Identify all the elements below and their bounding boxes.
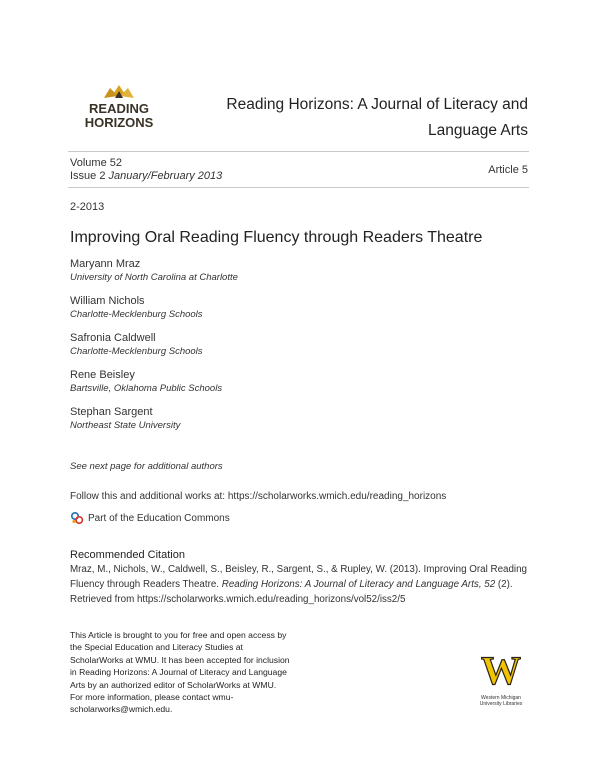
- wmu-w-logo-icon: [478, 650, 524, 690]
- author-name: William Nichols: [70, 295, 145, 307]
- logo-line2: HORIZONS: [84, 115, 154, 130]
- divider-bottom: [68, 187, 529, 188]
- journal-title-line1: Reading Horizons: A Journal of Literacy and: [226, 96, 528, 113]
- logo-line1: READING: [89, 101, 149, 116]
- citation-journal: Reading Horizons: A Journal of Literacy and Language Arts, 52: [221, 579, 496, 590]
- network-commons-icon: [70, 511, 84, 525]
- author-name: Rene Beisley: [70, 369, 135, 381]
- author-entry: [70, 295, 203, 321]
- citation-mid: (2). Retrieved from: [70, 579, 513, 605]
- commons-label: Part of the Education Commons: [88, 512, 230, 524]
- article-number: Article 5: [488, 164, 528, 176]
- wmu-caption-line2: University Libraries: [479, 701, 523, 707]
- paper-title[interactable]: Improving Oral Reading Fluency through Readers Theatre: [70, 229, 483, 246]
- follow-prefix: Follow this and additional works at:: [70, 491, 228, 502]
- author-affiliation: Charlotte-Mecklenburg Schools: [70, 346, 203, 357]
- author-entry: [70, 332, 203, 358]
- svg-text:W: W: [481, 650, 521, 690]
- author-affiliation: University of North Carolina at Charlotte: [70, 272, 238, 283]
- access-note-line: ScholarWorks at WMU. It has been accepted for inclusion: [70, 654, 290, 665]
- follow-link[interactable]: https://scholarworks.wmich.edu/reading_horizons: [227, 491, 447, 502]
- access-note-line[interactable]: For more information, please contact wmu-: [70, 692, 234, 703]
- education-commons-link[interactable]: [70, 511, 230, 525]
- follow-line: [70, 491, 446, 502]
- contact-email-link[interactable]: scholarworks@wmich.edu.: [70, 704, 173, 715]
- access-note-line: This Article is brought to you for free and open access by: [70, 630, 287, 640]
- wmu-logo[interactable]: [468, 650, 534, 710]
- divider-top: [68, 151, 529, 152]
- volume-info: [70, 157, 222, 183]
- journal-title-line2: Language Arts: [428, 122, 528, 139]
- author-affiliation: Bartsville, Oklahoma Public Schools: [70, 383, 223, 394]
- citation-start: Mraz, M., Nichols, W., Caldwell, S., Beisley, R., Sargent, S., & Rupley, W. (2013). Improving Oral Reading Fluency through Readers Theatre.: [70, 564, 527, 590]
- reading-horizons-logo-graphic: [68, 82, 170, 138]
- recommended-citation-heading: Recommended Citation: [70, 549, 185, 561]
- see-next-page-link[interactable]: See next page for additional authors: [70, 461, 223, 472]
- author-entry: [70, 369, 222, 395]
- citation-url[interactable]: https://scholarworks.wmich.edu/reading_horizons/vol52/iss2/5: [136, 594, 406, 605]
- author-name: Maryann Mraz: [70, 258, 141, 270]
- citation-text: [70, 562, 540, 607]
- reading-horizons-logo[interactable]: [68, 82, 170, 138]
- access-note-line: in Reading Horizons: A Journal of Literacy and Language: [70, 667, 287, 678]
- access-note-line: the Special Education and Literacy Studies at: [70, 642, 243, 653]
- publication-date: 2-2013: [70, 201, 105, 213]
- author-affiliation: Northeast State University: [70, 420, 181, 431]
- issue-number: Issue 2: [70, 170, 106, 182]
- author-name: Stephan Sargent: [70, 406, 153, 418]
- author-entry: [70, 406, 180, 432]
- volume-number: Volume 52: [70, 157, 122, 169]
- access-note-line: Arts by an authorized editor of ScholarWorks at WMU.: [70, 679, 277, 690]
- access-note: [70, 629, 310, 716]
- issue-date: January/February 2013: [108, 170, 223, 182]
- author-entry: [70, 258, 238, 284]
- author-name: Safronia Caldwell: [70, 332, 156, 344]
- wmu-caption-line1: Western Michigan: [481, 695, 521, 701]
- issue-line: [70, 170, 222, 183]
- logo-fan-icon: [104, 85, 134, 98]
- journal-title[interactable]: [198, 92, 528, 144]
- author-affiliation: Charlotte-Mecklenburg Schools: [70, 309, 203, 320]
